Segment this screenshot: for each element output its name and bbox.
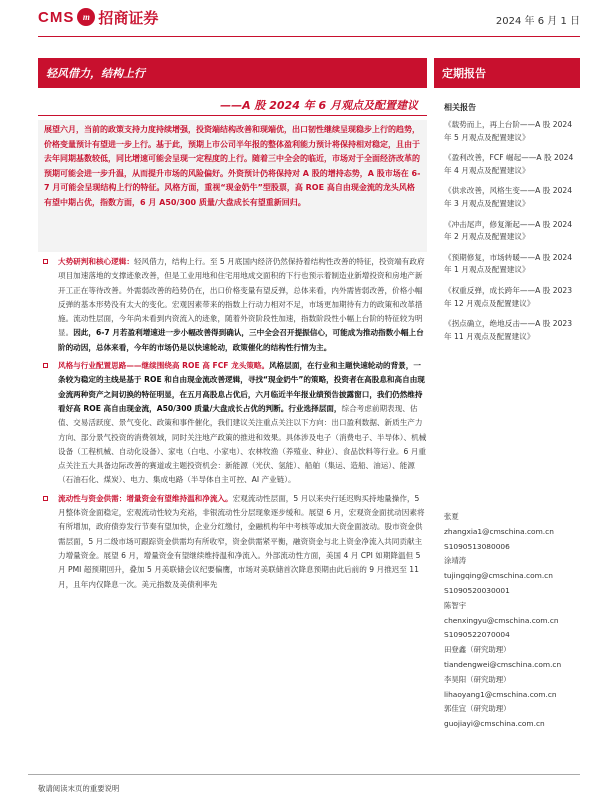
related-reports-title: 相关报告 bbox=[444, 103, 476, 112]
analyst-name: 张夏 bbox=[444, 512, 459, 521]
sidebar bbox=[434, 58, 580, 351]
related-report-item[interactable]: 《载势而上，再上台阶——A 股 2024 年 5 月观点及配置建议》 bbox=[444, 120, 573, 142]
analyst-email[interactable]: tujingqing@cmschina.com.cn bbox=[444, 571, 553, 581]
related-report-item[interactable]: 《供求改善，风格生变——A 股 2024 年 3 月观点及配置建议》 bbox=[444, 186, 573, 208]
analyst-id: S1090522070004 bbox=[444, 630, 510, 640]
abstract-box: 展望六月，当前的政策支持力度持续增强，投资端结构改善和现端优，出口韧性继续呈现稳步上行的趋势，价格变量预计有望进一步上行。基于此，预期上市公司半年报的整体盈利能力预计将保持相对稳定，且由于去年同期基数较低，同比增速可能会呈现一定程度的上行。随着三中全会的临近，市场对于全面经济改革的预期可能会进一步升温，从而提升市场的风险偏好。外资预计仍将保持对 A 股的增持态势，A 股市场在 6-7 月可能会呈现结构上行的特征。风格方面，重视“现金奶牛”型股票，高 ROE 高自由现金流的龙头风格有望中期占优，指数方面，6 月 A50/300 质量/大盘成长有望重新回归。 bbox=[38, 120, 427, 252]
bullet-tail: 6-7 月若盈利增速进一步小幅改善得到确认，三中全会召开提振信心，可能成为推动指数小幅上台阶的动因，总体来看，今年的市场仍是以快速轮动，政策催化的结构性行情为主。 bbox=[58, 328, 424, 352]
bullet-tail: 综合考虑前期表现、估值、交易活跃度、景气变化、政策和事件催化，我们建议关注重点关注以下方向：出口盈利数据、新质生产力方向、部分景气投资的消费领域，同时关注地产政策的推进和效果。具体涉及电子（消费电子、半导体）、机械设备（工程机械、自动化设备）、家电（白电、小家电）、农林牧渔（养殖业、种业）、食品饮料等行业。6 月重点关注五大具备边际改善的赛道或主题投资机会：新能源（光伏、氢能）、船舶（集运、造船、油运）、能源（石油石化、煤炭）、电力、集成电路（半导体自主可控、AI 产业链）。 bbox=[58, 403, 427, 485]
logo-text-cn: 招商证券 bbox=[98, 8, 159, 27]
analyst-name: 陈智宇 bbox=[444, 600, 467, 610]
bullet-heading: 流动性与资金供需：增量资金有望维持温和净流入。 bbox=[58, 493, 233, 503]
bullet-heading: 大势研判和核心逻辑： bbox=[58, 257, 134, 266]
cms-logo bbox=[38, 4, 158, 30]
related-report-item[interactable]: 《盈利改善，FCF 崛起——A 股 2024 年 4 月观点及配置建议》 bbox=[444, 153, 574, 175]
analyst-list bbox=[444, 510, 584, 732]
analyst-name: 田登鑫（研究助理） bbox=[444, 645, 511, 655]
main-body bbox=[38, 255, 427, 596]
report-subtitle: ——A 股 2024 年 6 月观点及配置建议 bbox=[220, 99, 418, 112]
bullet-square-icon bbox=[43, 363, 48, 368]
analyst-name: 涂靖涛 bbox=[444, 556, 467, 566]
related-report-item[interactable]: 《冲击尾声，修复渐起——A 股 2024 年 2 月观点及配置建议》 bbox=[444, 219, 573, 242]
analyst-email[interactable]: zhangxia1@cmschina.com.cn bbox=[444, 526, 554, 536]
bullet-tail-label: 行业选择层面， bbox=[288, 403, 342, 413]
bullet-style-industry bbox=[38, 359, 427, 488]
analyst-email[interactable]: tiandengwei@cmschina.com.cn bbox=[444, 659, 562, 669]
related-report-item[interactable]: 《权重反弹，成长跨年——A 股 2023 年 12 月观点及配置建议》 bbox=[444, 285, 573, 308]
bullet-body: 轻风借力，结构上行。至 5 月底国内经济仍然保持着结构性改善的特征，投资端有政府项目加速落地的支撑迹象改善，但是工业用地和住宅用地成交面积的下行也预示着制造业新增投资和房地产新开工正在等待改善。外需弱改善的趋势仍在，出口价格变量有望反弹，总体来看，内外需皆弱改善，价格小幅反弹的基本形势没有太大的变化。宏观因素带来的指数上行动力相对不足，市场更加期待有力的政策和改革措施。流动性层面，今年尚未看到内资流入的迹象，随着外资阶段性加速，指数阶段性小幅上台阶的特征较为明显。 bbox=[58, 257, 425, 338]
analyst-id: S1090513080006 bbox=[444, 541, 510, 551]
bullet-heading: 风格与行业配置思路——继续围绕高 ROE 高 FCF 龙头策略。 bbox=[58, 361, 270, 371]
related-report-item[interactable]: 《拐点确立，绝地反击——A 股 2023 年 11 月观点及配置建议》 bbox=[444, 319, 573, 341]
header-divider bbox=[38, 36, 580, 37]
bullet-square-icon bbox=[43, 496, 48, 501]
bullet-tail-label: 因此， bbox=[73, 328, 96, 338]
footer-note: 敬请阅读末页的重要说明 bbox=[38, 784, 120, 793]
bullet-square-icon bbox=[43, 259, 48, 264]
report-type-banner: 定期报告 bbox=[434, 58, 580, 88]
related-report-item[interactable]: 《预期修复，市场转暖——A 股 2024 年 1 月观点及配置建议》 bbox=[444, 252, 573, 275]
report-title-banner: 轻风借力，结构上行 bbox=[38, 58, 427, 88]
bullet-market-outlook bbox=[38, 255, 427, 355]
bullet-body: 风格层面，在行业和主题快速轮动的背景，一条较为稳定的主线是基于 ROE 和自由现金流改善逻辑，寻找“现金奶牛”的策略，投资者在高股息和高自由现金流两种资产之间切换的特征明显，在五月高股息占优后，六月临近半年报业绩预告披露窗口，我们仍然维持看好高 ROE 高自由现金流，A50/300 质量/大盘成长占优的判断。 bbox=[58, 361, 425, 413]
logo-mark: m bbox=[77, 8, 95, 26]
analyst-email[interactable]: chenxingyu@cmschina.com.cn bbox=[444, 615, 559, 625]
subtitle-divider bbox=[38, 115, 427, 116]
analyst-email[interactable]: lihaoyang1@cmschina.com.cn bbox=[444, 689, 557, 699]
analyst-name: 李昊阳（研究助理） bbox=[444, 674, 511, 684]
report-date: 2024 年 6 月 1 日 bbox=[495, 16, 580, 27]
bullet-liquidity bbox=[38, 492, 427, 592]
analyst-id: S1090520030001 bbox=[444, 585, 510, 595]
logo-text-en: CMS bbox=[38, 8, 75, 26]
bullet-body: 宏观流动性层面，5 月以来央行延迟购买持地量操作，5 月整体资金面稳定，宏观流动性较为充裕，非银流动性分层现象逐步缓和。展望 6 月，宏观资金面扰动因素将有所增加，政府债券发行节奏有望加快，企业分红缴付，金融机构年中考核等或加大资金面波动。股市资金供需层面，5 月二级市场可跟踪资金供需均有所收窄，资金供需紧平衡，融资资金与北上资金净流入共同贡献主力增量资金。展望 6 月，增量资金有望继续维持温和净流入。外部流动性方面，美国 4 月 CPI 如期降温但 5 月 PMI 超预期回升，叠加 5 月美联储会议纪要偏鹰，市场对美联储首次降息预期由此后前的 9 月推迟至 11 月，且年内仅降息一次。美元指数及美债利率先 bbox=[58, 493, 425, 589]
analyst-email[interactable]: guojiayi@cmschina.com.cn bbox=[444, 719, 545, 729]
analyst-name: 郭佳宜（研究助理） bbox=[444, 704, 511, 714]
footer-divider bbox=[28, 774, 580, 775]
